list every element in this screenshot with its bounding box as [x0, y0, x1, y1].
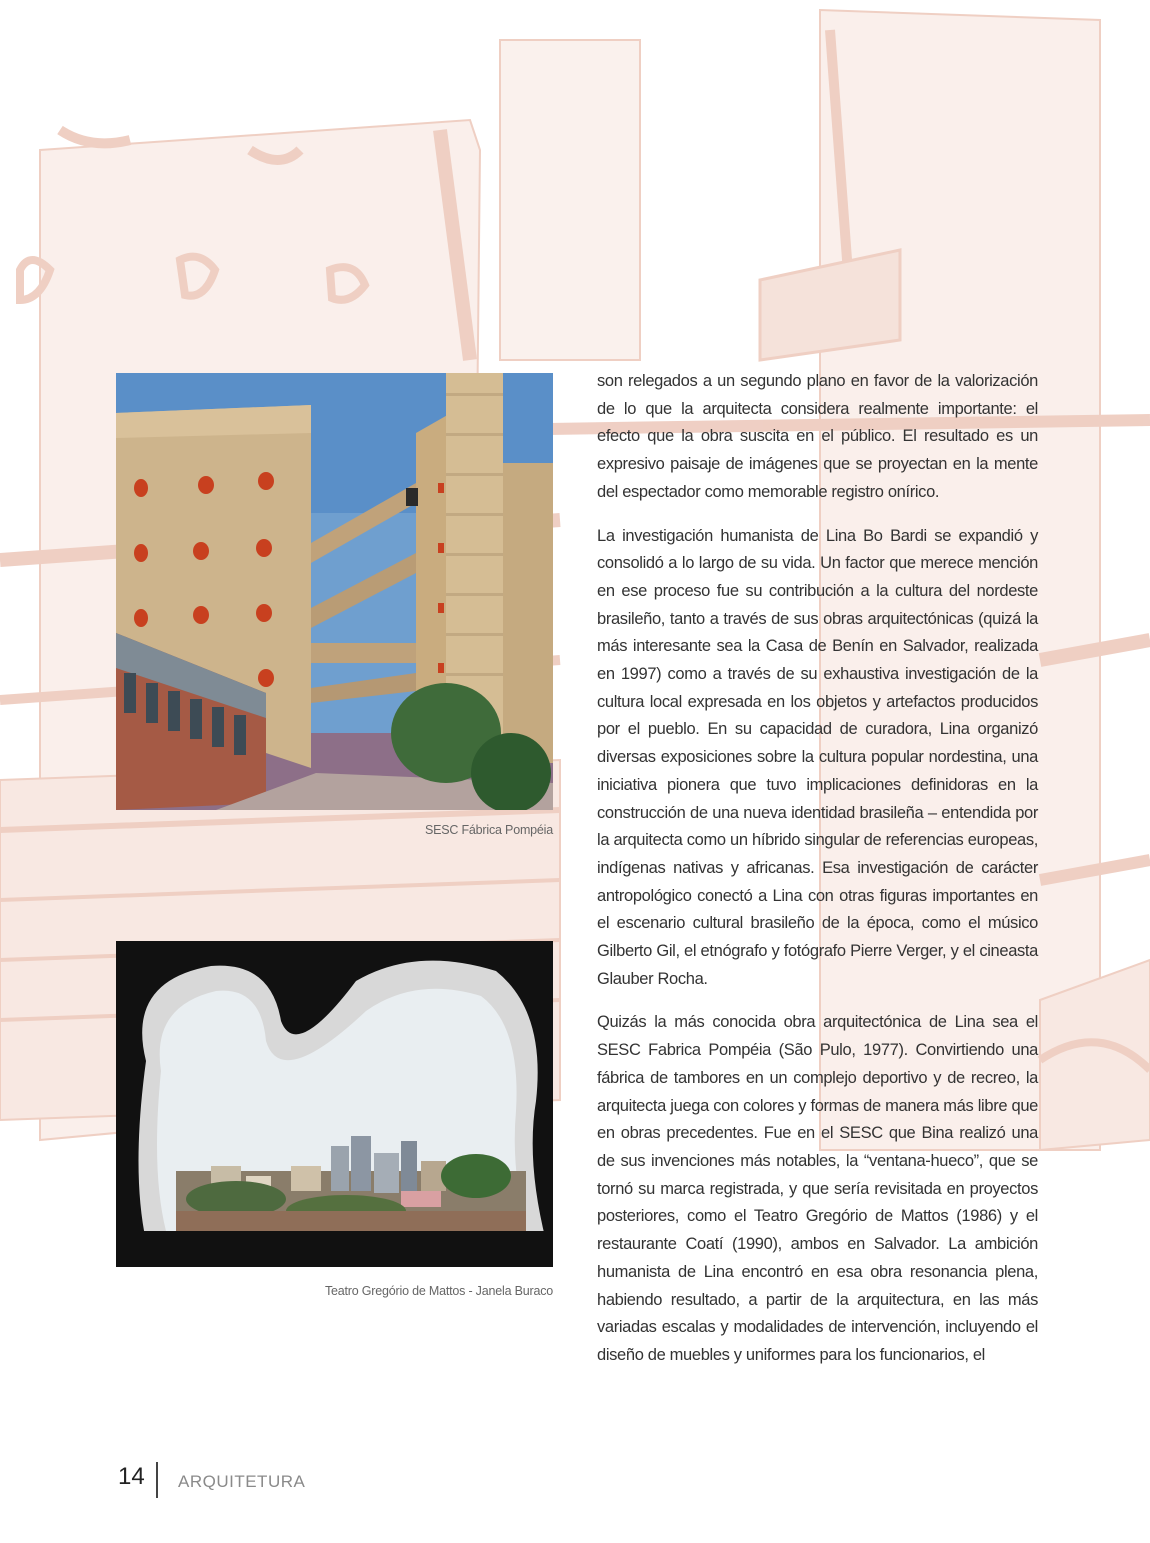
footer-divider	[156, 1462, 158, 1498]
page-number: 14	[118, 1463, 145, 1490]
window-hole-photo	[116, 941, 553, 1267]
paragraph: son relegados a un segundo plano en favor de la valorización de lo que la arquitecta considera realmente importante: el efecto que la obra suscita en el público. El resultado es un expresivo paisaje de imágenes que se proyectan en la mente del espectador como memorable registro onírico.	[597, 372, 1038, 501]
article-body	[597, 368, 1038, 1386]
paragraph: La investigación humanista de Lina Bo Bardi se expandió y consolidó a lo largo de su vida. Un factor que merece mención en ese proceso fue su contribución a la cultura del nordeste brasileño, tanto a través de sus obras arquitectónicas (quizá la más interesante sea la Casa de Benín en Salvador, realizada en 1997) como a través de su exhaustiva investigación de la cultura local expresada en los objetos y artefactos producidos por el pueblo. En su capacidad de curadora, Lina organizó diversas exposiciones sobre la cultura popular nordestina, una iniciativa pionera que tuvo implicaciones definidoras en la construcción de una nueva identidad brasileña – entendida por la arquitecta como un híbrido singular de referencias europeas, indígenas nativas y africanas. Esa investigación de carácter antropológico conectó a Lina con otras figuras importantes en el escenario cultural brasileño de la época, como el músico Gilberto Gil, el etnógrafo y fotógrafo Pierre Verger, y el cineasta Glauber Rocha.	[597, 526, 1038, 988]
sesc-pompeia-photo	[116, 373, 553, 810]
section-name: ARQUITETURA	[178, 1472, 306, 1491]
paragraph: Quizás la más conocida obra arquitectónica de Lina sea el SESC Fabrica Pompéia (São Pulo, 1977). Convirtiendo una fábrica de tambores en un complejo deportivo y de recreo, la arquitecta juega con colores y formas de manera más libre que en obras precedentes. Fue en el SESC que Bina realizó una de sus invenciones más notables, la “ventana-hueco”, que se tornó su marca registrada, y que sería revisitada en proyectos posteriores, como el Teatro Gregório de Mattos (1986) y el restaurante Coatí (1990), ambos en Salvador. La ambición humanista de Lina encontró en esa obra resonancia plena, habiendo resultado, a partir de la arquitectura, en las más variadas escalas y modalidades de intervención, incluyendo el diseño de muebles y uniformes para los funcionarios, el	[597, 1013, 1038, 1364]
photo2-caption: Teatro Gregório de Mattos - Janela Buraco	[324, 1284, 553, 1298]
photo1-caption: SESC Fábrica Pompéia	[424, 823, 553, 837]
